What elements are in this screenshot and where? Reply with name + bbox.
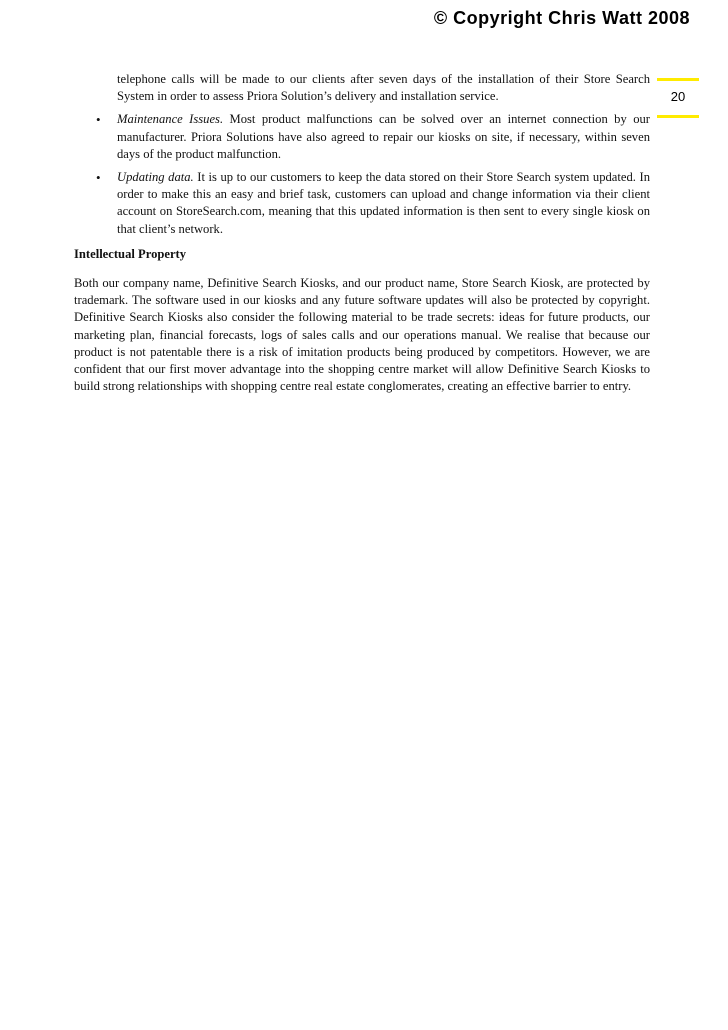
- copyright-header: © Copyright Chris Watt 2008: [433, 8, 690, 28]
- bullet-text: It is up to our customers to keep the data stored on their Store Search system updated. In order to make this an easy and brief task, customers can upload and change information via their client account on StoreSearch.com, meaning that this updated information is then sent to every single kiosk on that client’s network.: [117, 170, 650, 236]
- bullet-list: [74, 111, 650, 237]
- page-number-bottom-rule: [657, 115, 699, 118]
- page-number-top-rule: [657, 78, 699, 81]
- bullet-dot-icon: •: [96, 170, 101, 186]
- section-heading: Intellectual Property: [74, 246, 187, 261]
- bullet-text: Most product malfunctions can be solved over an internet connection by our manufacturer. Priora Solutions have also agreed to repair our kiosks on site, if necessary, within seven days of the product malfunction.: [117, 112, 650, 161]
- bullet-title: Maintenance Issues.: [117, 112, 224, 127]
- continued-paragraph: telephone calls will be made to our clients after seven days of the installation of their Store Search System in order to assess Priora Solution’s delivery and installation service.: [117, 72, 650, 104]
- bullet-dot-icon: •: [96, 112, 101, 128]
- bullet-title: Updating data.: [117, 170, 194, 185]
- page-number: 20: [670, 89, 686, 104]
- document-body: [74, 71, 650, 395]
- page-number-box: [657, 78, 699, 118]
- bullet-item-maintenance: [74, 111, 650, 163]
- bullet-item-updating-data: [74, 169, 650, 238]
- section-paragraph: Both our company name, Definitive Search Kiosks, and our product name, Store Search Kiosk, are protected by trademark. The software used in our kiosks and any future software updates will also be protected by copyright. Definitive Search Kiosks also consider the following material to be trade secrets: ideas for future products, our marketing plan, financial forecasts, logs of sales calls and our operations manual. We realise that because our product is not patentable there is a risk of imitation products being produced by competitors. However, we are confident that our first mover advantage into the shopping centre market will allow Definitive Search Kiosks to build strong relationships with shopping centre real estate conglomerates, creating an effective barrier to entry.: [74, 276, 650, 394]
